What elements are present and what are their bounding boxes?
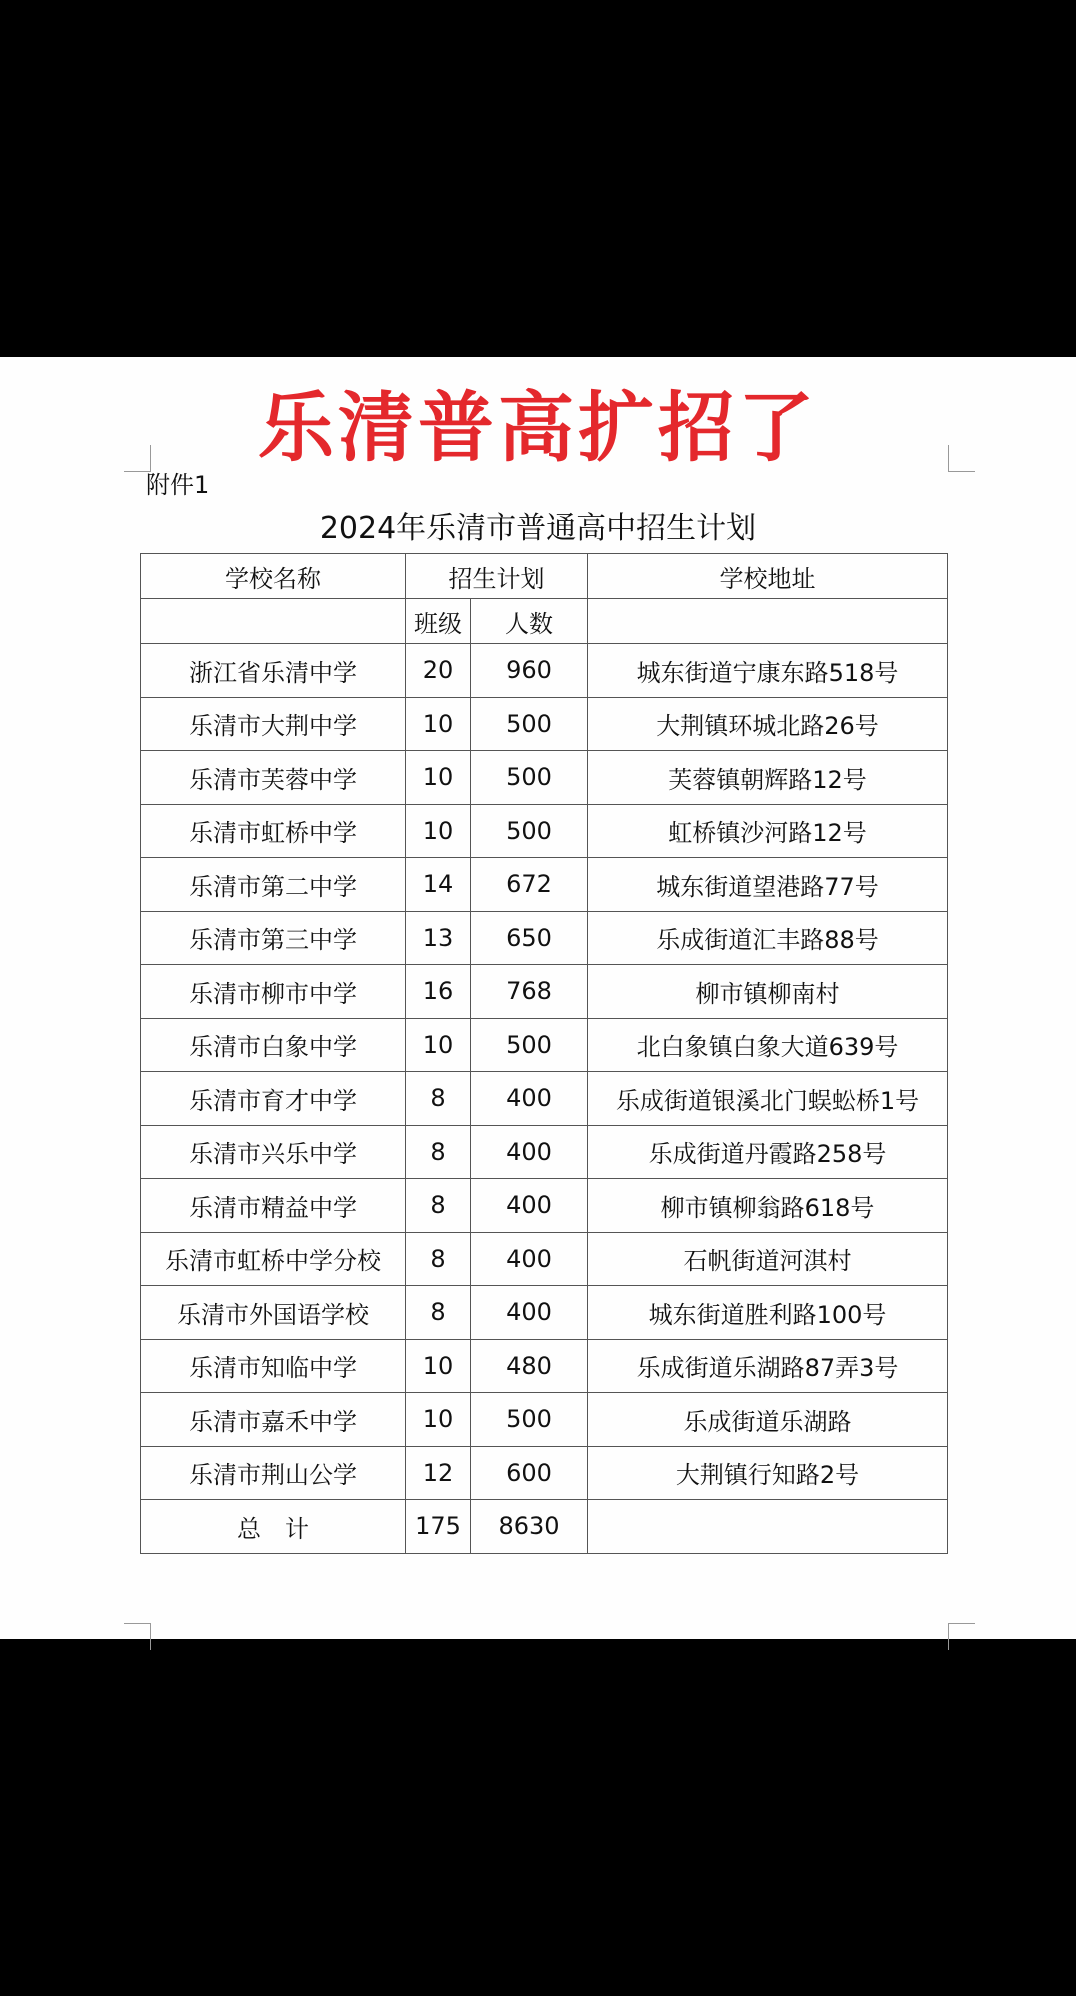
school-name-cell: 乐清市芙蓉中学 <box>141 751 406 805</box>
students-cell: 600 <box>471 1446 588 1500</box>
classes-cell: 10 <box>406 1339 471 1393</box>
crop-mark-bottom-right <box>948 1623 975 1650</box>
students-cell: 400 <box>471 1179 588 1233</box>
classes-cell: 12 <box>406 1446 471 1500</box>
subheader-empty <box>588 599 948 644</box>
total-label-cell: 总 计 <box>141 1500 406 1554</box>
classes-cell: 8 <box>406 1179 471 1233</box>
address-cell: 芙蓉镇朝辉路12号 <box>588 751 948 805</box>
school-name-cell: 乐清市柳市中学 <box>141 965 406 1019</box>
table-row <box>141 858 948 912</box>
school-name-cell: 乐清市知临中学 <box>141 1339 406 1393</box>
students-cell: 480 <box>471 1339 588 1393</box>
classes-cell: 8 <box>406 1125 471 1179</box>
headline: 乐清普高扩招了 <box>258 383 818 472</box>
table-row <box>141 751 948 805</box>
school-name-cell: 乐清市育才中学 <box>141 1072 406 1126</box>
address-cell: 虹桥镇沙河路12号 <box>588 804 948 858</box>
students-cell: 400 <box>471 1125 588 1179</box>
classes-cell: 8 <box>406 1232 471 1286</box>
address-cell: 大荆镇环城北路26号 <box>588 697 948 751</box>
address-cell: 乐成街道丹霞路258号 <box>588 1125 948 1179</box>
classes-cell: 10 <box>406 751 471 805</box>
table-row <box>141 911 948 965</box>
table-row <box>141 1339 948 1393</box>
address-cell: 柳市镇柳翁路618号 <box>588 1179 948 1233</box>
classes-cell: 8 <box>406 1286 471 1340</box>
table-row <box>141 1446 948 1500</box>
school-name-cell: 乐清市第三中学 <box>141 911 406 965</box>
school-name-cell: 乐清市兴乐中学 <box>141 1125 406 1179</box>
classes-cell: 10 <box>406 697 471 751</box>
address-cell: 城东街道胜利路100号 <box>588 1286 948 1340</box>
students-cell: 500 <box>471 804 588 858</box>
school-name-cell: 乐清市虹桥中学 <box>141 804 406 858</box>
table-row <box>141 1018 948 1072</box>
table-row <box>141 804 948 858</box>
total-students-cell: 8630 <box>471 1500 588 1554</box>
students-cell: 400 <box>471 1232 588 1286</box>
students-cell: 500 <box>471 1018 588 1072</box>
address-cell: 石帆街道河淇村 <box>588 1232 948 1286</box>
table-row <box>141 644 948 698</box>
school-name-cell: 乐清市虹桥中学分校 <box>141 1232 406 1286</box>
table-row <box>141 1232 948 1286</box>
classes-cell: 8 <box>406 1072 471 1126</box>
school-name-cell: 乐清市外国语学校 <box>141 1286 406 1340</box>
total-address-cell <box>588 1500 948 1554</box>
school-name-cell: 乐清市荆山公学 <box>141 1446 406 1500</box>
students-cell: 672 <box>471 858 588 912</box>
crop-mark-bottom-left <box>124 1623 151 1650</box>
classes-cell: 10 <box>406 1393 471 1447</box>
school-name-cell: 乐清市大荆中学 <box>141 697 406 751</box>
address-cell: 柳市镇柳南村 <box>588 965 948 1019</box>
document-title: 2024年乐清市普通高中招生计划 <box>319 511 757 546</box>
school-name-cell: 乐清市精益中学 <box>141 1179 406 1233</box>
school-name-cell: 浙江省乐清中学 <box>141 644 406 698</box>
table-subheader-row <box>141 599 948 644</box>
header-school-name: 学校名称 <box>141 554 406 599</box>
classes-cell: 10 <box>406 804 471 858</box>
classes-cell: 20 <box>406 644 471 698</box>
document-page <box>0 357 1076 1639</box>
table-row <box>141 1072 948 1126</box>
address-cell: 大荆镇行知路2号 <box>588 1446 948 1500</box>
address-cell: 乐成街道乐湖路 <box>588 1393 948 1447</box>
table-row <box>141 1393 948 1447</box>
students-cell: 650 <box>471 911 588 965</box>
classes-cell: 16 <box>406 965 471 1019</box>
address-cell: 城东街道宁康东路518号 <box>588 644 948 698</box>
students-cell: 768 <box>471 965 588 1019</box>
address-cell: 北白象镇白象大道639号 <box>588 1018 948 1072</box>
subheader-empty <box>141 599 406 644</box>
students-cell: 400 <box>471 1286 588 1340</box>
students-cell: 500 <box>471 751 588 805</box>
classes-cell: 10 <box>406 1018 471 1072</box>
classes-cell: 13 <box>406 911 471 965</box>
table-header-row <box>141 554 948 599</box>
total-row <box>141 1500 948 1554</box>
attachment-label: 附件1 <box>146 471 210 499</box>
table-row <box>141 697 948 751</box>
header-classes: 班级 <box>406 599 471 644</box>
table-row <box>141 1286 948 1340</box>
school-name-cell: 乐清市第二中学 <box>141 858 406 912</box>
header-enrollment-plan: 招生计划 <box>406 554 588 599</box>
classes-cell: 14 <box>406 858 471 912</box>
school-name-cell: 乐清市嘉禾中学 <box>141 1393 406 1447</box>
header-school-address: 学校地址 <box>588 554 948 599</box>
address-cell: 乐成街道银溪北门蜈蚣桥1号 <box>588 1072 948 1126</box>
address-cell: 乐成街道乐湖路87弄3号 <box>588 1339 948 1393</box>
students-cell: 400 <box>471 1072 588 1126</box>
school-name-cell: 乐清市白象中学 <box>141 1018 406 1072</box>
table-row <box>141 1125 948 1179</box>
students-cell: 500 <box>471 1393 588 1447</box>
table-row <box>141 1179 948 1233</box>
address-cell: 城东街道望港路77号 <box>588 858 948 912</box>
table-row <box>141 965 948 1019</box>
enrollment-plan-table <box>140 553 948 1554</box>
total-classes-cell: 175 <box>406 1500 471 1554</box>
students-cell: 500 <box>471 697 588 751</box>
students-cell: 960 <box>471 644 588 698</box>
address-cell: 乐成街道汇丰路88号 <box>588 911 948 965</box>
header-students: 人数 <box>471 599 588 644</box>
